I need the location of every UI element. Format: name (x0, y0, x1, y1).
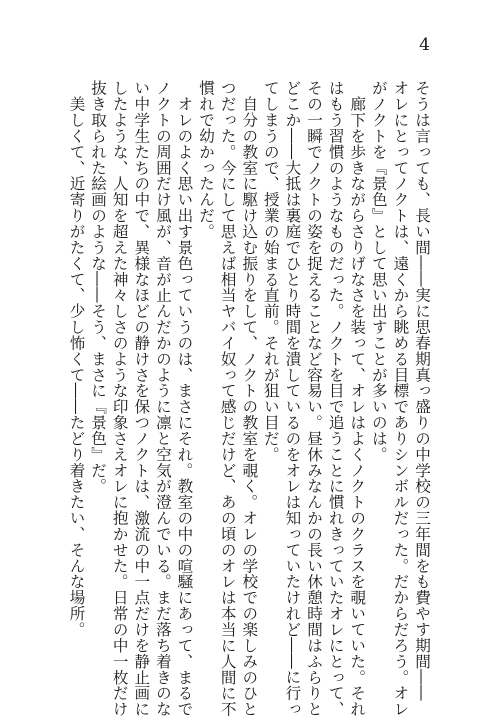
text-line: ノクトの周囲だけ風が、音が止んだかのように凛と空気が澄んでいる。まだ落ち着きのな (153, 80, 172, 717)
text-line: つだった。今にして思えば相当ヤバイ奴って感じだけど、あの頃のオレは本当に人間に不 (218, 80, 237, 717)
text-line: 廊下を歩きながらさりげなさを装って、オレはよくノクトのクラスを覗いていた。それ (348, 80, 367, 717)
vertical-text-body (65, 80, 432, 717)
text-line: その一瞬でノクトの姿を捉えることなど容易い。昼休みなんかの長い休憩時間はふらりと (305, 80, 324, 717)
text-line: オレのよく思い出す景色っていうのは、まさにそれ。教室の中の喧騒にあって、まるで (175, 80, 194, 717)
page-number: 4 (419, 35, 430, 55)
text-line: どこか――大抵は裏庭でひとり時間を潰しているのをオレは知っていたけれど――に行っ (283, 80, 302, 717)
text-line: そうは言っても、長い間――実に思春期真っ盛りの中学校の三年間をも費やす期間―― (413, 80, 431, 701)
text-line: 抜き取られた絵画のような――そう、まさに『景色』だ。 (89, 80, 108, 494)
text-line: てしまうので、授業の始まる直前。それが狙い目だ。 (261, 80, 280, 463)
text-line: 慣れで幼かったんだ。 (197, 80, 216, 240)
text-line: 自分の教室に駆け込む振りをして、ノクトの教室を覗く。オレの学校での楽しみのひと (240, 80, 259, 717)
text-line: がノクトを『景色』として思い出すことが多いのは。 (369, 80, 388, 463)
text-line: オレにとってノクトは、遠くから眺める目標でありシンボルだった。だからだろう。オレ (391, 80, 410, 717)
text-line: はもう習慣のようなものだった。ノクトを目で追うことに慣れきっていたオレにとって、 (326, 80, 345, 717)
text-line: い中学生たちの中で、異様なほどの静けさを保つノクトは、激流の中一点だけを静止画に (132, 80, 151, 717)
text-line: したような、人知を超えた神々しさのような印象さえオレに抱かせた。日常の中一枚だけ (110, 80, 129, 717)
text-line: 美しくて、近寄りがたくて、少し怖くて――たどり着きたい、そんな場所。 (67, 80, 86, 638)
